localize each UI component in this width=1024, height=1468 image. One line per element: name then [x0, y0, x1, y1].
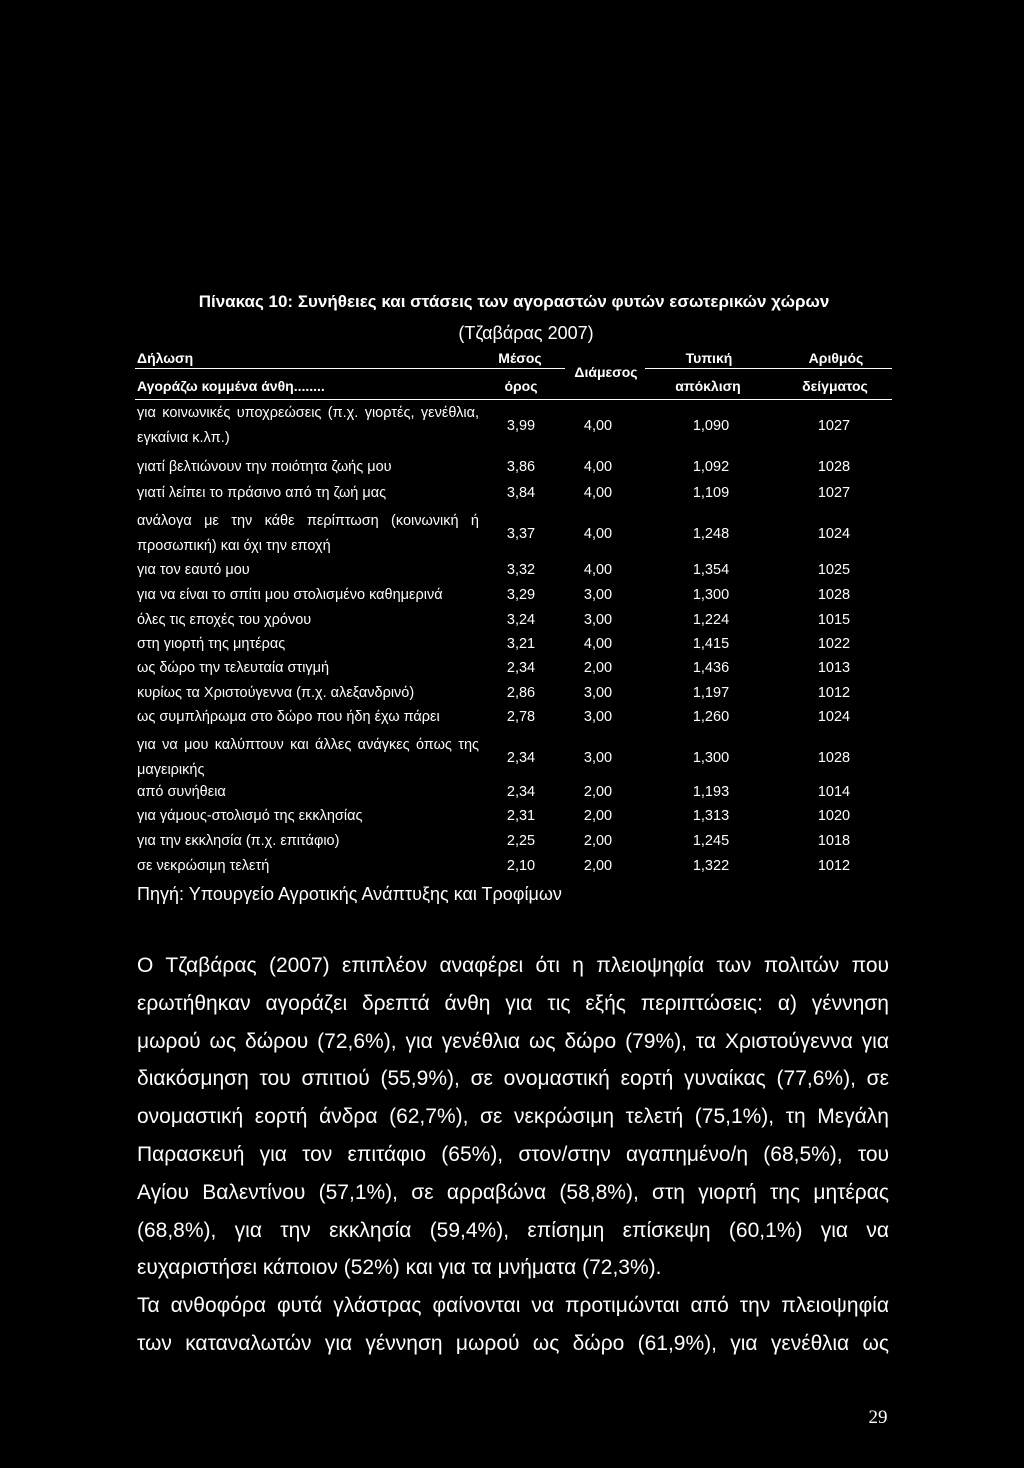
row-statement [137, 705, 479, 729]
row-statement [137, 854, 479, 878]
median-value: 2,00 [583, 784, 613, 800]
row-statement [137, 829, 479, 853]
std-dev-value: 1,415 [692, 636, 730, 652]
row-statement [137, 608, 479, 632]
median-value: 4,00 [583, 485, 613, 501]
table-row [0, 780, 1024, 804]
header-rule-middle-left [135, 368, 565, 369]
mean-value: 2,78 [506, 709, 536, 725]
row-statement [137, 401, 479, 450]
table-subtitle: (Τζαβάρας 2007) [458, 323, 594, 343]
row-statement-line: για να είναι το σπίτι μου στολισμένο καθημερινά [137, 587, 443, 603]
mean-value: 2,31 [506, 808, 536, 824]
row-statement [137, 632, 479, 656]
header-n-line2: δείγματος [802, 378, 868, 394]
table-row [0, 608, 1024, 632]
row-statement-line: ανάλογα με την κάθε περίπτωση (κοινωνική ή [137, 513, 479, 529]
paragraph-line: Ο Τζαβάρας (2007) επιπλέον αναφέρει ότι η πλειοψηφία των πολιτών που [137, 954, 889, 977]
row-statement [137, 681, 479, 705]
sample-size-value: 1018 [817, 833, 851, 849]
table-row [0, 509, 1024, 558]
sample-size-value: 1012 [817, 685, 851, 701]
median-value: 4,00 [583, 417, 613, 434]
row-statement [137, 656, 479, 680]
row-statement-line: ως δώρο την τελευταία στιγμή [137, 660, 330, 676]
table-row [0, 401, 1024, 450]
std-dev-value: 1,224 [692, 612, 730, 628]
header-statement-sub: Αγοράζω κομμένα άνθη........ [137, 378, 325, 394]
median-value: 3,00 [583, 612, 613, 628]
header-rule-bottom [135, 399, 892, 400]
row-statement-line: μαγειρικής [137, 761, 205, 778]
paragraph-line: (68,8%), για την εκκλησία (59,4%), επίσημη επίσκεψη (60,1%) για να [137, 1218, 889, 1242]
sample-size-value: 1028 [817, 587, 851, 603]
paragraph-line: μωρού ως δώρου (72,6%), για γενέθλια ως δώρο (79%), τα Χριστούγεννα για [137, 1029, 889, 1053]
paragraph-line: Αγίου Βαλεντίνου (57,1%), σε αρραβώνα (58,8%), στη γιορτή της μητέρας [137, 1180, 889, 1204]
table-row [0, 733, 1024, 782]
sample-size-value: 1027 [817, 485, 851, 501]
std-dev-value: 1,193 [692, 784, 730, 800]
row-statement-line: όλες τις εποχές του χρόνου [137, 612, 312, 628]
row-statement-line: προσωπική) και όχι την εποχή [137, 537, 331, 554]
mean-value: 3,99 [506, 417, 536, 434]
table-row [0, 854, 1024, 878]
mean-value: 3,86 [506, 459, 536, 475]
row-statement-line: για την εκκλησία (π.χ. επιτάφιο) [137, 833, 340, 849]
std-dev-value: 1,245 [692, 833, 730, 849]
table-row [0, 656, 1024, 680]
sample-size-value: 1012 [817, 858, 851, 874]
table-row [0, 829, 1024, 853]
row-statement [137, 804, 479, 828]
median-value: 3,00 [583, 685, 613, 701]
sample-size-value: 1020 [817, 808, 851, 824]
std-dev-value: 1,092 [692, 459, 730, 475]
sample-size-value: 1015 [817, 612, 851, 628]
median-value: 3,00 [583, 749, 613, 766]
std-dev-value: 1,260 [692, 709, 730, 725]
mean-value: 3,21 [506, 636, 536, 652]
header-mean-line1: Μέσος [498, 350, 542, 366]
row-statement [137, 583, 479, 607]
sample-size-value: 1027 [817, 417, 851, 434]
mean-value: 2,86 [506, 685, 536, 701]
row-statement [137, 509, 479, 558]
row-statement [137, 455, 479, 479]
table-row [0, 632, 1024, 656]
paragraph-line: Παρασκευή για τον επιτάφιο (65%), στον/στην αγαπημένο/η (68,5%), του [137, 1142, 889, 1166]
mean-value: 3,37 [506, 525, 536, 542]
sample-size-value: 1013 [817, 660, 851, 676]
mean-value: 3,32 [506, 562, 536, 578]
header-statement: Δήλωση [137, 350, 194, 366]
header-mean-line2: όρος [504, 378, 538, 394]
std-dev-value: 1,300 [692, 587, 730, 603]
mean-value: 2,10 [506, 858, 536, 874]
std-dev-value: 1,197 [692, 685, 730, 701]
table-row [0, 681, 1024, 705]
row-statement-line: για τον εαυτό μου [137, 562, 250, 578]
median-value: 2,00 [583, 833, 613, 849]
std-dev-value: 1,300 [692, 749, 730, 766]
table-row [0, 558, 1024, 582]
paragraph-line: των καταναλωτών για γέννηση μωρού ως δώρο (61,9%), για γενέθλια ως [137, 1331, 889, 1355]
row-statement-line: στη γιορτή της μητέρας [137, 636, 286, 652]
row-statement-line: για να μου καλύπτουν και άλλες ανάγκες όπως της [137, 737, 479, 753]
row-statement-line: σε νεκρώσιμη τελετή [137, 858, 270, 874]
std-dev-value: 1,354 [692, 562, 730, 578]
std-dev-value: 1,109 [692, 485, 730, 501]
sample-size-value: 1028 [817, 749, 851, 766]
median-value: 3,00 [583, 587, 613, 603]
mean-value: 2,34 [506, 784, 536, 800]
row-statement-line: από συνήθεια [137, 784, 226, 800]
median-value: 4,00 [583, 525, 613, 542]
median-value: 4,00 [583, 562, 613, 578]
row-statement [137, 558, 479, 582]
row-statement [137, 481, 479, 505]
body-text [137, 947, 889, 1363]
mean-value: 3,84 [506, 485, 536, 501]
row-statement-line: γιατί βελτιώνουν την ποιότητα ζωής μου [137, 459, 392, 475]
median-value: 4,00 [583, 636, 613, 652]
table-row [0, 705, 1024, 729]
std-dev-value: 1,090 [692, 417, 730, 434]
row-statement-line: εγκαίνια κ.λπ.) [137, 429, 230, 446]
std-dev-value: 1,313 [692, 808, 730, 824]
median-value: 2,00 [583, 660, 613, 676]
sample-size-value: 1024 [817, 525, 851, 542]
row-statement [137, 780, 479, 804]
paragraph-line: διακόσμηση του σπιτιού (55,9%), σε ονομαστική εορτή γυναίκας (77,6%), σε [137, 1067, 889, 1091]
page-number: 29 [868, 1407, 888, 1428]
row-statement-line: ως συμπλήρωμα στο δώρο που ήδη έχω πάρει [137, 709, 440, 725]
median-value: 3,00 [583, 709, 613, 725]
paragraph-line: Τα ανθοφόρα φυτά γλάστρας φαίνονται να προτιμώνται από την πλειοψηφία [137, 1294, 889, 1318]
median-value: 2,00 [583, 858, 613, 874]
mean-value: 3,29 [506, 587, 536, 603]
table-row [0, 481, 1024, 505]
paragraph-line: ευχαριστήσει κάποιον (52%) και για τα μνήματα (72,3%). [137, 1256, 662, 1280]
std-dev-value: 1,248 [692, 525, 730, 542]
paragraph-line: ονομαστική εορτή άνδρα (62,7%), σε νεκρώσιμη τελετή (75,1%), τη Μεγάλη [137, 1105, 889, 1129]
sample-size-value: 1025 [817, 562, 851, 578]
row-statement-line: για κοινωνικές υποχρεώσεις (π.χ. γιορτές, γενέθλια, [137, 405, 479, 421]
header-n-line1: Αριθμός [808, 350, 864, 366]
table-title: Πίνακας 10: Συνήθειες και στάσεις των αγοραστών φυτών εσωτερικών χώρων [198, 292, 830, 311]
std-dev-value: 1,322 [692, 858, 730, 874]
sample-size-value: 1028 [817, 459, 851, 475]
mean-value: 2,34 [506, 660, 536, 676]
median-value: 2,00 [583, 808, 613, 824]
sample-size-value: 1024 [817, 709, 851, 725]
median-value: 4,00 [583, 459, 613, 475]
header-median: Διάμεσος [574, 364, 638, 380]
sample-size-value: 1014 [817, 784, 851, 800]
table-source: Πηγή: Υπουργείο Αγροτικής Ανάπτυξης και Τροφίμων [137, 884, 562, 904]
table-row [0, 804, 1024, 828]
paragraph-line: ερωτήθηκαν αγοράζει δρεπτά άνθη για τις εξής περιπτώσεις: α) γέννηση [137, 991, 889, 1015]
mean-value: 3,24 [506, 612, 536, 628]
table-row [0, 583, 1024, 607]
mean-value: 2,34 [506, 749, 536, 766]
header-rule-middle-right [645, 368, 892, 369]
header-sd-line1: Τυπική [685, 350, 733, 366]
sample-size-value: 1022 [817, 636, 851, 652]
mean-value: 2,25 [506, 833, 536, 849]
row-statement-line: κυρίως τα Χριστούγεννα (π.χ. αλεξανδρινό) [137, 685, 415, 701]
row-statement-line: για γάμους-στολισμό της εκκλησίας [137, 808, 363, 824]
row-statement-line: γιατί λείπει το πράσινο από τη ζωή μας [137, 485, 387, 501]
table-row [0, 455, 1024, 479]
row-statement [137, 733, 479, 782]
std-dev-value: 1,436 [692, 660, 730, 676]
header-sd-line2: απόκλιση [675, 378, 741, 394]
